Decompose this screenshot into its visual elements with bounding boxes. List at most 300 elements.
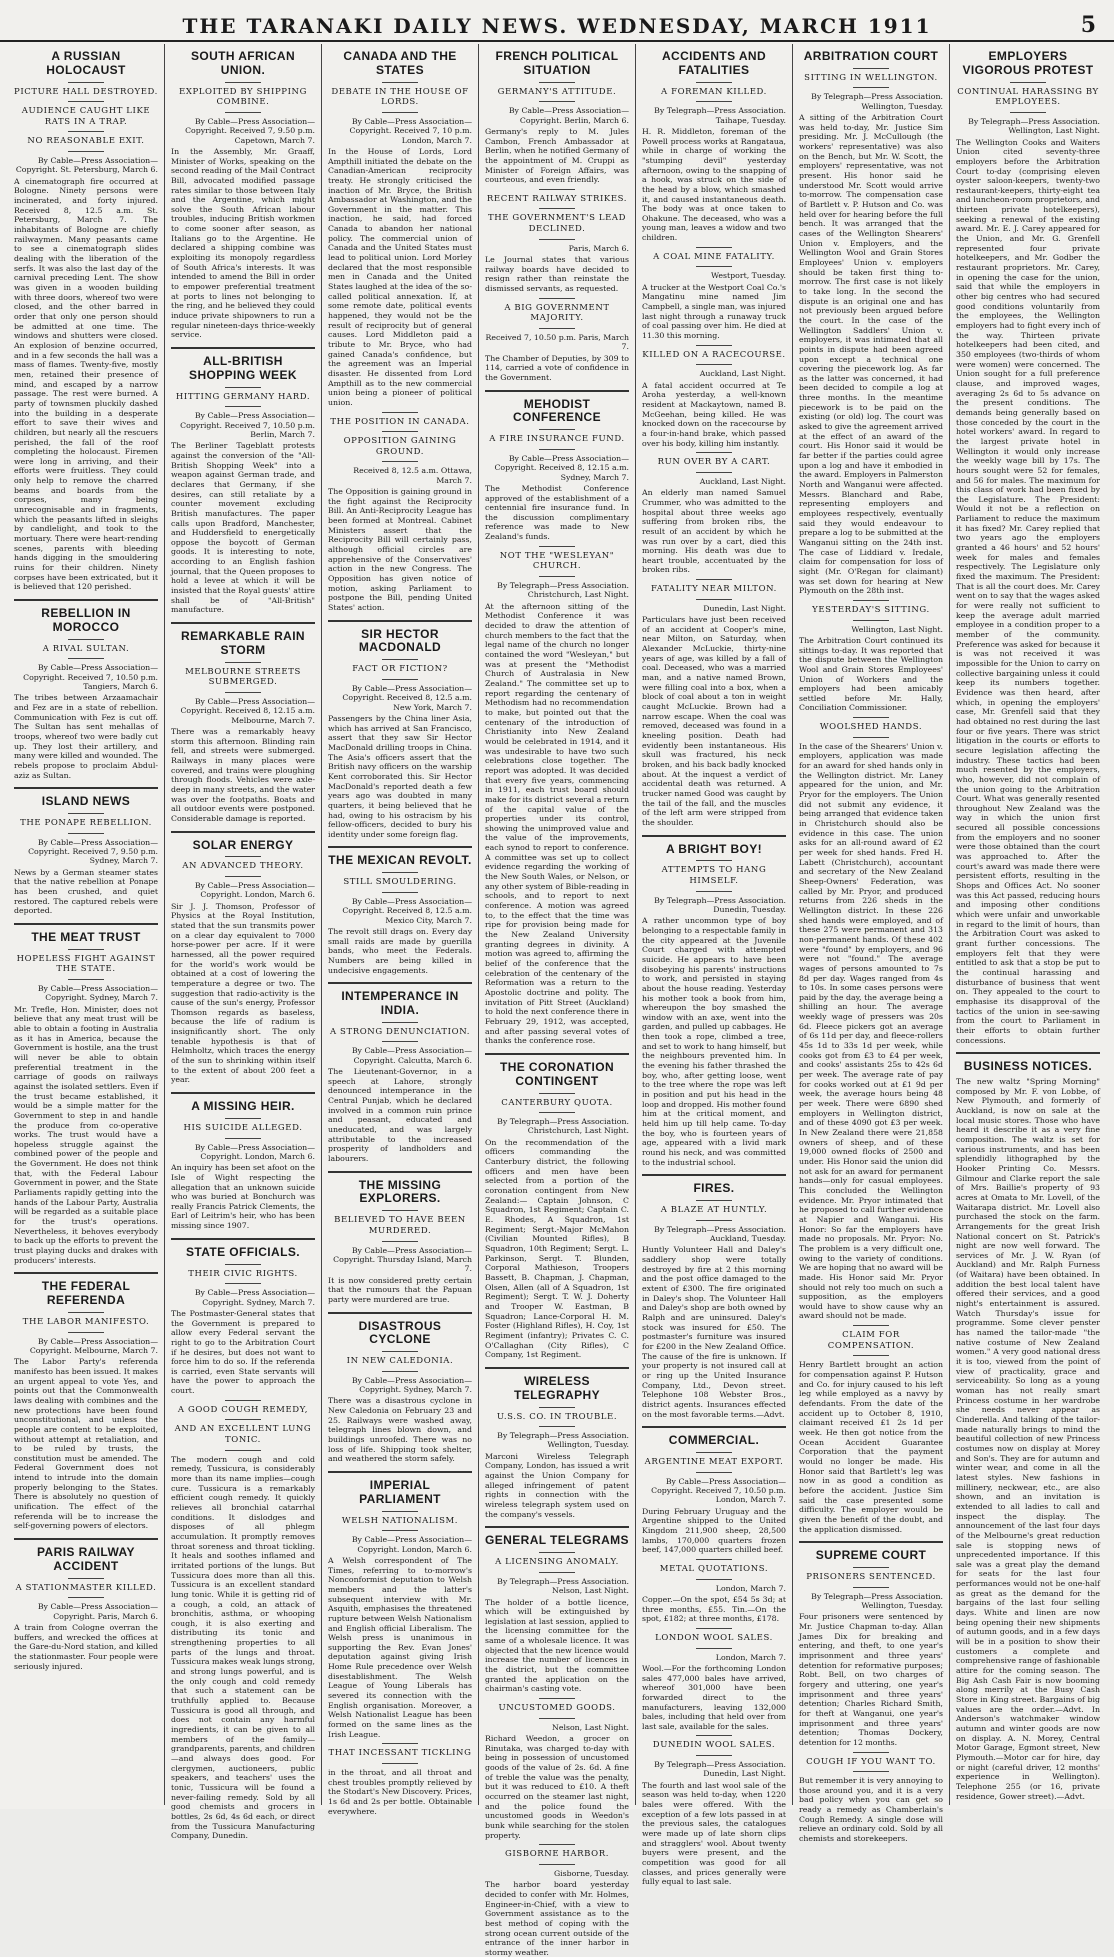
article-dateline: By Cable—Press Association—Copyright. Received 8, 12.5 a.m. New York, March 7. bbox=[342, 683, 472, 712]
article-dateline: Gisborne, Tuesday. bbox=[553, 1868, 629, 1878]
article-headline: PARIS RAILWAY ACCIDENT bbox=[37, 1545, 135, 1573]
article-headline: A BRIGHT BOY! bbox=[665, 841, 763, 856]
article-subheading: EXPLOITED BY SHIPPING COMBINE. bbox=[179, 86, 307, 108]
article-body: But remember it is very annoying to those around you, and it is a very bad policy when you can get so ready a remedy as Chamberlain's Cough Remedy. A single dose will relieve an ordinary cold. Sold by all chemists and storekeepers. bbox=[799, 1776, 943, 1844]
article-dateline: By Cable—Press Association—Copyright. London, March 6. bbox=[194, 880, 315, 900]
short-rule bbox=[853, 1325, 889, 1326]
article-dateline: By Telegraph—Press Association. Auckland, Tuesday. bbox=[654, 1224, 786, 1244]
newspaper-column bbox=[636, 44, 793, 1887]
article-subheading: A STRONG DENUNCIATION. bbox=[329, 1026, 470, 1037]
short-rule bbox=[539, 1407, 575, 1408]
article-separator bbox=[328, 620, 472, 622]
article-headline: ARBITRATION COURT bbox=[803, 49, 939, 63]
article-body: In the House of Lords, Lord Ampthill initiated the debate on the Canadian-American reciprocity treaty. He strongly criticised the inaction of Mr. Bryce, the British Ambassador at Washington, and the Government in the matter. This inaction, he said, had forced Canada to abandon her national policy. The commercial union of Canada and the United States must lead to political union. Lord Morley declared that the most responsible men in Canada and the United States laughed at the idea of the so-called political annexation. If, at some remote date, political events happened, they would not be the result of reciprocity but of general causes. Lord Middleton paid a tribute to Mr. Bryce, who had gained Canada's confidence, but the agreement was an Imperial disaster. He dissented from Lord Ampthill as to the new commercial union being a pioneer of political union. bbox=[328, 146, 472, 407]
article-dateline: By Telegraph—Press Association. Wellington, Tuesday. bbox=[497, 1431, 629, 1450]
newspaper-column bbox=[950, 44, 1106, 1805]
article-body: Huntly Volunteer Hall and Daley's saddlery shop were totally destroyed by fire at 2 this morning and the post office damaged to the extent of £300. The fire originated in Daley's shop. The Volunteer Hall and Daley's shop are both owned by Ralph and are uninsured. Daley's stock was insured for £50. The postmaster's furniture was insured for £200 in the New Zealand Office. The cause of the fire is unknown. If your property is not insured call at or ring up the United Insurance Company, Ltd., Devon street. Telephone 108 Webster Bros., district agents. Insurances effected on the most favorable terms.—Advt. bbox=[642, 1245, 786, 1419]
article-dateline: By Telegraph—Press Association. Wellington, Last Night. bbox=[968, 116, 1100, 136]
short-rule bbox=[68, 979, 104, 980]
short-rule bbox=[1010, 82, 1046, 83]
article-body: Richard Weedon, a grocer on Rinutaka, was charged to-day with being in possession of uncustomed goods of the value of 2s. 6d. A fine of treble the value was the penalty, but it was reduced to £10. A theft occurred on the steamer last night, and the police found the uncustomed goods in Weedon's bunk while searching for the stolen property. bbox=[485, 1734, 629, 1840]
short-rule bbox=[225, 1138, 261, 1139]
short-rule bbox=[68, 1312, 104, 1313]
article-dateline: By Cable—Press Association—Copyright. Thursday Island, March 7. bbox=[333, 1245, 472, 1274]
short-rule bbox=[68, 151, 104, 152]
article-subheading: OPPOSITION GAINING GROUND. bbox=[343, 436, 457, 457]
article-subheading: A BIG GOVERNMENT MAJORITY. bbox=[504, 302, 610, 324]
short-rule bbox=[68, 813, 104, 814]
short-rule bbox=[539, 1552, 575, 1553]
short-rule bbox=[68, 1578, 104, 1579]
short-rule bbox=[696, 364, 732, 365]
article-subheading: A BLAZE AT HUNTLY. bbox=[660, 1205, 768, 1216]
short-rule bbox=[853, 68, 889, 69]
short-rule bbox=[225, 1264, 261, 1265]
article-body: The fourth and last wool sale of the season was held to-day, when 1220 bales were offered. With the exception of a few lots passed in at the previous sales, the catalogues were made up of late shorn clips and stragglers' wool. About twenty buyers were present, and the competition was good for all classes, and prices generally were fully equal to last sale. bbox=[642, 1780, 786, 1887]
article-subheading: U.S.S. CO. IN TROUBLE. bbox=[496, 1411, 618, 1422]
short-rule bbox=[382, 412, 418, 413]
article-dateline: By Cable—Press Association—Copyright. Received 8, 12.5 a.m. Mexico City, March 7. bbox=[342, 896, 472, 925]
article-headline: IMPERIAL PARLIAMENT bbox=[359, 1478, 441, 1506]
article-subheading: CANTERBURY QUOTA. bbox=[501, 1097, 613, 1108]
newspaper-columns bbox=[8, 44, 1106, 1957]
article-body: An elderly man named Samuel Crummer, who was admitted to the hospital about three weeks ago suffering from broken ribs, the result of an accident by which he was run over by a cart, died this morning. His death was due to heart trouble, accentuated by the broken ribs. bbox=[642, 488, 786, 575]
article-subheading: SITTING IN WELLINGTON. bbox=[804, 72, 938, 83]
article-body: The Wellington Cooks and Waiters Union cited seventy-three employers before the Arbitration Court to-day (comprising eleven oyster saloon-keepers, twenty-two restaurant-keepers, thirty-eight tea and luncheon-room proprietors, and thirteen private hotelkeepers), seeking a renewal of the existing award. Mr. E. J. Carey appeared for the Union, and Mr. G. Grenfell represented four private hotelkeepers, and Mr. Godber the restaurant proprietors. Mr. Carey, in opening the case for the union, said that while the employers in other big centres who had secured good conditions voluntarily from the employees, the Wellington employers had to fight every inch of the way. Thirteen private hotelkeepers had been cited, and 350 employees (two-thirds of whom were women) were concerned. The Union sought for a full preference clause, and improved wages, averaging 2s 6d to 5s advance on the present conditions. The demands being generally based on those conceded by the court in the hotel workers' award. In regard to the largest private hotel in Wellington it would only increase the weekly wage bill by 17s. The hours sought were 52 for females, and 56 for males. The maximum for this class of work had been fixed by the Legislature. The President: Would it not be a reflection on Parliament to reduce the maximum it has fixed? Mr. Carey replied that two years ago the employers granted a 46 hours' and 52 hours' week for males and females respectively. The Legislature only fixed the maximum. The President: That is all the court does. Mr. Carey went on to say that the wages asked for were really not sufficient to keep the average adult married employee in a condition proper to a member of the community. Preference was asked for because it is was not received it was impossible for the Union to carry on collective bargaining unless it could keep its numbers together. Evidence was then heard, after which, in opening the employers' case, Mr. Grenfell said that they had obtained no rest during the last four or five years. There was strict litigation in the courts or efforts to secure legislation affecting the industry. These tactics had been much resented by the employers, who, however, did not complain of the union going to the Arbitration Court. What was generally resented throughout New Zealand was the way in which the union first secured all possible concessions from the employers and no sooner were those obtained than the court was approached to. After the court's award was made there were persistent efforts, resulting in the Shops and Offices Act. No sooner was this Act passed, reducing hours and imposing other conditions which were unfair and unworkable in regard to the limit of hours, than the Arbitration Court was asked to grant further concessions. The employers felt that they were entitled to ask that a stop be put to the continual harassing and disturbance of business that went on. They appealed to the court to emphasise its disapproval of the tactics of the union in see-sawing from the court to Parliament in their efforts to obtain further concessions. bbox=[956, 137, 1101, 1045]
article-headline: REMARKABLE RAIN STORM bbox=[181, 629, 305, 657]
article-separator bbox=[642, 1174, 786, 1176]
short-rule bbox=[225, 1450, 261, 1451]
short-rule bbox=[696, 1559, 732, 1560]
short-rule bbox=[225, 406, 261, 407]
short-rule bbox=[696, 1755, 732, 1756]
article-headline: FRENCH POLITICAL SITUATION bbox=[495, 49, 619, 77]
article-headline: CANADA AND THE STATES bbox=[343, 49, 457, 77]
article-body: A Welsh correspondent of The Times, referring to to-morrow's Nonconformist deputation to Welsh members and the latter's subsequent interview with Mr. Asquith, emphasises the threatened rupture between Welsh Nationalism and English official Liberalism. The Welsh press is unanimous in supporting the Rev. Evan Jones' deputation against giving Irish Home Rule precedence over Welsh disestablishment. The Welsh League of Young Liberals has severed its connection with the English organisation. Moreover, a Welsh Nationalist League has been formed on the same lines as the Irish League. bbox=[328, 1555, 472, 1739]
article-dateline: By Cable—Press Association—Copyright. St. Petersburg, March 6. bbox=[15, 156, 158, 175]
article-dateline: By Cable—Press Association—Copyright. Sydney, March 7. bbox=[351, 1375, 472, 1395]
article-body: Wool.—For the forthcoming London sales 477,000 bales have arrived, whereof 301,000 have been forwarded direct to the manufacturers, leaving 132,000 bales, including that held over from last sale, available for the sales. bbox=[642, 1663, 786, 1731]
article-subheading: A COAL MINE FATALITY. bbox=[653, 251, 775, 262]
article-body: The tribes between Arzaamachair and Fez are in a state of rebellion. Communication with Fez is cut off. The Sultan has sent mehallas of troops, whereof two were badly cut up. They lost their artillery, and many were killed and wounded. The rebels propose to proclaim Abdul-aziz as Sultan. bbox=[14, 693, 158, 780]
short-rule bbox=[853, 1771, 889, 1772]
article-dateline: By Cable—Press Association—Copyright. London, March 6. bbox=[194, 1142, 315, 1161]
short-rule bbox=[539, 1572, 575, 1573]
article-headline: SOUTH AFRICAN UNION. bbox=[190, 49, 296, 77]
article-separator bbox=[328, 846, 472, 848]
article-subheading: FACT OR FICTION? bbox=[352, 664, 448, 675]
article-subheading: A FIRE INSURANCE FUND. bbox=[489, 434, 625, 445]
article-dateline: Auckland, Last Night. bbox=[699, 369, 786, 379]
article-headline: THE MEAT TRUST bbox=[31, 929, 141, 944]
article-dateline: By Telegraph—Press Association. Nelson, Last Night. bbox=[497, 1576, 629, 1596]
article-dateline: By Cable—Press Association—Copyright. Received 7, 10.50 p.m. London, March 7. bbox=[651, 1476, 786, 1505]
short-rule bbox=[68, 1597, 104, 1598]
article-body: Copper.—On the spot, £54 5s 3d; at three months, £55. Tin.—On the spot, £182; at three months, £178. bbox=[642, 1594, 786, 1624]
article-subheading: WOOLSHED HANDS. bbox=[819, 722, 923, 733]
article-headline: A RUSSIAN HOLOCAUST bbox=[46, 49, 126, 77]
article-body: Mr. Trefle, Hon. Minister, does not believe that any meat trust will be able to obtain a footing in Australia as it has in America, because the Government is hostile, ana the trust will never be able to obtain preferential treatment in the carriage of goods on railways against the isolated settlers. Even if the trust became established, it would be a simple matter for the Government to step in and handle the produce from co-operative works. The trust would have a hopeless struggle against the combined power of the people and the Government. He does not think that, with the Federal Labour Government in power, and the State Parliaments rapidly getting into the hands of the Labour Party, Australia will be regarded as a suitable place for the trust's operations. Nevertheless, it behoves everybody to back up the efforts to prevent the trust playing ducks and drakes with producers' interests. bbox=[14, 1004, 158, 1265]
short-rule bbox=[225, 1118, 261, 1119]
article-subheading: AN ADVANCED THEORY. bbox=[182, 861, 304, 872]
newspaper-column bbox=[479, 44, 636, 1957]
article-body: Le Journal states that various railway boards have decided to resign rather than reinstate the dismissed servants, as requested. bbox=[485, 255, 629, 294]
short-rule bbox=[382, 1041, 418, 1042]
article-subheading: HITTING GERMANY HARD. bbox=[175, 391, 311, 402]
article-body: A sitting of the Arbitration Court was held to-day, Mr. Justice Sim presiding. Mr. J. McCullough (the workers' representative) was also on the Bench, but Mr. W. Scott, the employers' representative, was not present. His honor said he understood Mr. Scott would arrive to-morrow. The compensation case of Bartlett v. P. Hutson and Co. was held over for hearing before the full bench. It was arranged that the cases of the Wellington Shearers' Union v. Employers, and the Wellington Wool and Grain Stores Employees' Union v. employers should be taken first thing to-morrow. The first case is not likely to take long. In the second the dispute is an original one and has not previously been argued before the court. In the case of the Wellington Saddlers' Union v. employers, it was intimated that all points in dispute had been agreed upon except a technical one covering the piecework log. As far as the latter was concerned, it had been decided to compile a log at three months. In the meantime piecework is to be paid on the existing (or old) log. The court was asked to give the agreement arrived at the effect of an award of the court. His Honor said it would be far better if the parties could agree upon a log and have it embodied in the award. Employers in Palmerston North and Wanganui were affected. Messrs. Blanchard and Rabe, representing employers and employees respectively, eventually said they would endeavour to prepare a log to be submitted at the Wanganui sitting on the 24th inst. The case of Liddiard v. Iredale, claim for compensation for loss of sight (Mr. O'Regan for claimant) was set down for hearing at New Plymouth on the 28th inst. bbox=[799, 113, 943, 596]
article-subheading: AUDIENCE CAUGHT LIKE RATS IN A TRAP. bbox=[21, 106, 151, 127]
short-rule bbox=[382, 461, 418, 462]
article-headline: MEHODIST CONFERENCE bbox=[512, 396, 601, 425]
short-rule bbox=[696, 1452, 732, 1453]
article-separator bbox=[485, 1367, 629, 1369]
article-body: During February Uruguay and the Argentine shipped to the United Kingdom 211,900 sheep, 28,500 lambs, 170,000 quarters frozen beef, 147,000 quarters chilled beef. bbox=[642, 1506, 786, 1555]
article-subheading: NOT THE "WESLEYAN" CHURCH. bbox=[499, 550, 615, 572]
article-separator bbox=[328, 982, 472, 984]
article-separator bbox=[14, 599, 158, 601]
article-subheading: ATTEMPTS TO HANG HIMSELF. bbox=[661, 865, 767, 886]
article-headline: THE FEDERAL REFERENDA bbox=[41, 1279, 131, 1308]
article-body: In the case of the Shearers' Union v. employers, application was made for an award for shed hands only in the Wellington district. Mr. Laney appeared for the union, and Mr. Pryor for the employers. The Union did not submit any evidence, it being arranged that evidence taken in Christchurch should also be evidence in this case. The union asks for an all-round award of £2 per week for shed hands. Fred H. Labett (Christchurch), accountant and secretary of the New Zealand Sheep-Owners' Federation, was called by Mr. Pryor, and produced returns from 226 sheds in the Wellington district. In these 226 shed hands were employed, and of these 275 were permanent and 313 non-permanent hands. Of these 402 were "found" by employers, and 96 were not "found." The average wages of persons amounted to 7s 8d per day. Wages ranged from 4s to 10s. In some cases persons were paid by the day, the average being a shilling an hour. The average weekly wage of pressers was 20s 6d. Fleece pickers got an average of 6s 11d per day, and fleece-rollers 45s 1d to 33s 1d per week, while cooks got from £3 to £4 per week, and cooks' assistants 25s to 42s 6d per week. The average rate of pay for cooks worked out at £1 9d per week, the average hours being 48 per week. There were 6890 shed employers in Wellington district, and of these 4090 got £3 per week. In New Zealand there were 21,858 owners of sheep, and of these 19,000 owned flocks of 2500 and under. His Honor said the union did not ask for an award for permanent hands—only for casual employees. This concluded the Wellington evidence. Mr. Pryor intimated that he proposed to call further evidence at Napier and Wanganui. His Honor: So far the employers have made no proposals. Mr. Pryor: No. The problem is a very difficult one, owing to the variety of conditions. We are hoping that no award will be made. His Honor said Mr. Pryor should not rely too much on such a supposition, as the employers would have to show cause why an award should not be made. bbox=[799, 741, 943, 1321]
article-subheading: METAL QUOTATIONS. bbox=[659, 1563, 769, 1574]
article-subheading: COUGH IF YOU WANT TO. bbox=[806, 1756, 936, 1767]
article-body: On the recommendation of the officers commanding the Canterbury district, the following officers and men have been selected from a portion of the coronation contingent from New Zealand:— Captain Johnson, C Squadron, 1st Regiment; Captain C. E. Rhodes, A Squadron, 1st Regiment; Sergt.-Major McMahon (Civilian Mounted Rifles), B Squadron, 10th Regiment; Sergt. L. Parkinson, Sergt. T. Blunden, Corporal Mathieson, Troopers Bassett, B. Chapman, J. Chapman, Olsen, Allen (all of A Squadron, 1st Regiment); Sergt. T. W. J. Doherty and Trooper W. Eastman, B Squadron; Lance-Corporal H. M. Foster (Highland Rifles), H. Coy, 1st Regiment (infantry); Privates C. C. O'Callaghan (City Rifles), C Company, 1st Regiment. bbox=[485, 1137, 629, 1360]
article-subheading: RUN OVER BY A CART. bbox=[657, 457, 771, 468]
article-dateline: By Cable—Press Association—Copyright. Berlin, March 6. bbox=[508, 106, 629, 125]
short-rule bbox=[1010, 112, 1046, 113]
article-separator bbox=[14, 787, 158, 789]
article-headline: WIRELESS TELEGRAPHY bbox=[513, 1373, 600, 1402]
article-body: Henry Bartlett brought an action for compensation against P. Hutson and Co. for injury caused to his left leg while employed as a navvy by defendants. From the date of the accident up to October 8, 1910, claimant received £1 2s 1d per week. He then got notice from the Ocean Accident Guarantee Corporation that the payment would no longer be made. His Honor said that Bartlett's leg was now in as good a condition as before the accident. Justice Sim said the case presented some difficulty. The employer would be given the benefit of the doubt, and the application dismissed. bbox=[799, 1360, 943, 1534]
article-dateline: Westport, Tuesday. bbox=[711, 271, 786, 281]
article-body: A train from Cologne overran the buffers, and wrecked the offices at the Gare-du-Nord station, and killed the stationmaster. Four people were seriously injured. bbox=[14, 1622, 158, 1671]
short-rule bbox=[539, 1844, 575, 1845]
short-rule bbox=[382, 1371, 418, 1372]
article-body: Four prisoners were sentenced by Mr. Justice Chapman to-day. Allan James Dix for breaking and entering, and theft, to one year's imprisonment and three years' detention for reformative purposes; Robt. Bell, on two charges of forgery and uttering, one year's imprisonment and three years' detention; Charles Richard Smith, for theft at Wanganui, one year's imprisonment and three years' detention; Thomas Dockery, detention for 12 months. bbox=[799, 1612, 943, 1747]
short-rule bbox=[539, 298, 575, 299]
short-rule bbox=[696, 1472, 732, 1473]
short-rule bbox=[696, 1628, 732, 1629]
short-rule bbox=[539, 546, 575, 547]
article-body: News by a German steamer states that the native rebellion at Ponape has been crushed, and quiet restored. The captured rebels were deported. bbox=[14, 867, 158, 916]
short-rule bbox=[225, 1400, 261, 1401]
short-rule bbox=[382, 892, 418, 893]
article-subheading: DEBATE IN THE HOUSE OF LORDS. bbox=[331, 86, 469, 108]
short-rule bbox=[382, 679, 418, 680]
short-rule bbox=[68, 833, 104, 834]
article-separator bbox=[171, 622, 315, 624]
article-body: The revolt still drags on. Every day small raids are made by guerilla bands, who meet the Federals. Numbers are being killed in undecisive engagements. bbox=[328, 926, 472, 975]
article-headline: THE CORONATION CONTINGENT bbox=[499, 1059, 615, 1088]
article-body: The Arbitration Court continued its sittings to-day. It was reported that the dispute between the Wellington Wool and Grain Stores Employees' Union of Workers and the employers had been amicably settled before Mr. Hally, Conciliation Commissioner. bbox=[799, 635, 943, 713]
article-body: Passengers by the China liner Asia, which has arrived at San Francisco, assert that they saw Sir Hector MacDonald drilling troops in China. The Asia's officers assert that the British navy officers on the warship Kent corroborated this. Sir Hector MacDonald's reported death a few years ago was doubted in many quarters, it being believed that he had, owing to his ostracism by his fellow-officers, decided to bury his identity under some foreign flag. bbox=[328, 713, 472, 839]
article-body: It is now considered pretty certain that the rumours that the Papuan party were murdered are true. bbox=[328, 1275, 472, 1304]
short-rule bbox=[539, 189, 575, 190]
short-rule bbox=[68, 658, 104, 659]
short-rule bbox=[853, 1355, 889, 1356]
article-subheading: LONDON WOOL SALES. bbox=[655, 1632, 773, 1643]
article-body: The Labor Party's referenda manifesto has been issued. It makes an urgent appeal to vote Yes, and points out that the Commonwealth laws dealing with combines and the new protections have been found unconstitutional, and unless the people are content to be exploited, without attempt at retaliation, and to be ruled by trusts, the constitution must be amended. The Federal Government does not intend to intrude into the domain properly belonging to the States. There is absolutely no question of unification. The effect of the referenda will be to increase the self-governing powers of electors. bbox=[14, 1357, 158, 1531]
article-dateline: Auckland, Last Night. bbox=[699, 476, 786, 486]
article-body: A trucker at the Westport Coal Co.'s Mangatinu mine named Jim Campbell, a single man, was injured last night through a runaway truck of coal passing over him. He died at 11.30 this morning. bbox=[642, 282, 786, 341]
article-body: At the afternoon sitting of the Methodist Conference it was decided to draw the attention of church members to the fact that the legal name of the church no longer contained the word "Wesleyan," but was at present the "Methodist Church of Australasia in New Zealand." The committee set up to report regarding the centenary of Methodism had no recommendation to make, but pointed out that the centenary of the introduction of Christianity into New Zealand would be celebrated in 1914, and it was undesirable to have two such celebrations close together. The report was adopted. It was decided that every five years, commencing in 1911, each trust board should make for its district several a return of the capital value of the properties under its control, showing the unimproved value and the value of the improvements, each synod to report to conference. A committee was set up to collect evidence regarding the working of the New South Wales, or Nelson, or any other system of Bible-reading in schools, and to report to next conference. A motion was agreed to, to the effect that the time was ripe for provision being made for the New Zealand University granting degrees in divinity. A motion was agreed to, affirming the belief of the conference that the celebration of the centenary of the Reformation was a return to the Apostolic doctrine and polity. The invitation of Pitt Street (Auckland) to hold the next conference there in February 29, 1912, was accepted, and after passing several votes of thanks the conference rose. bbox=[485, 601, 629, 1046]
article-separator bbox=[642, 1426, 786, 1428]
newspaper-column bbox=[165, 44, 322, 1841]
article-separator bbox=[956, 1052, 1100, 1054]
article-subheading: KILLED ON A RACECOURSE. bbox=[642, 349, 786, 360]
short-rule bbox=[539, 576, 575, 577]
short-rule bbox=[68, 101, 104, 102]
article-headline: DISASTROUS CYCLONE bbox=[358, 1318, 442, 1347]
short-rule bbox=[225, 1419, 261, 1420]
article-separator bbox=[485, 1053, 629, 1055]
article-dateline: Received 7, 10.50 p.m. Paris, March 7. bbox=[485, 332, 629, 352]
article-separator bbox=[171, 831, 315, 833]
article-subheading: WELSH NATIONALISM. bbox=[341, 1515, 459, 1526]
short-rule bbox=[382, 659, 418, 660]
article-body: A cinematograph fire occurred at Bologne. Ninety persons were incinerated, and forty injured. Received 8, 12.5 a.m. St. Petersburg, March 7. The inhabitants of Bologne are chiefly railwaymen. Many peasants came to see a cinematograph slides dealing with the liberation of the serfs. It was also the last day of the carnival preceding Lent. The show was given in a wooden building with three doors, whereof two were closed, and the other barred in order that only one person should be admitted at one time. The windows and shutters were closed. An explosion of benzine occurred, and in a few seconds the hall was a mass of flames. Twenty-five, mostly men, retained their presence of mind, and escaped by a narrow passage. The rest were burned. A party of townsmen pluckily dashed into the building in a desperate effort to save their wives and children, but nearly all the rescuers perished, the fall of the roof completing the holocaust. Firemen were long in arriving, and their efforts were fruitless. They could only help to remove the charred beams and boards from the corpses, many being unrecognisable and in fragments, which the peasants lifted in sleighs by candlelight, and took to the mortuary. There were heart-rending scenes, parents with bleeding hands digging in the smouldering ruins for their children. Ninety corpses have been extricated, but it is believed that 120 perished. bbox=[14, 176, 158, 592]
article-headline: BUSINESS NOTICES. bbox=[963, 1059, 1093, 1074]
article-body: in the throat, and all throat and chest troubles promptly relieved by the Stodart's New Discovery. Prices, 1s 6d and 2s per bottle. Obtainable everywhere. bbox=[328, 1768, 472, 1816]
article-separator bbox=[14, 1538, 158, 1540]
short-rule bbox=[539, 429, 575, 430]
article-subheading: UNCUSTOMED GOODS. bbox=[498, 1703, 616, 1714]
short-rule bbox=[696, 345, 732, 346]
short-rule bbox=[539, 1426, 575, 1427]
article-dateline: By Cable—Press Association—Copyright. London, March 6. bbox=[351, 1535, 472, 1554]
short-rule bbox=[696, 579, 732, 580]
article-headline: SIR HECTOR MACDONALD bbox=[358, 626, 442, 655]
short-rule bbox=[696, 82, 732, 83]
article-dateline: Paris, March 6. bbox=[568, 243, 629, 253]
short-rule bbox=[853, 1567, 889, 1568]
article-dateline: By Cable—Press Association—Copyright. Received 8, 12.15 a.m. Sydney, March 7. bbox=[494, 453, 629, 482]
newspaper-column bbox=[322, 44, 479, 1816]
article-subheading: STILL SMOULDERING. bbox=[343, 877, 457, 888]
article-subheading: A GOOD COUGH REMEDY, bbox=[177, 1404, 309, 1415]
short-rule bbox=[382, 1241, 418, 1242]
article-headline: ISLAND NEWS bbox=[41, 794, 131, 809]
article-separator bbox=[14, 923, 158, 925]
article-separator bbox=[799, 1541, 943, 1543]
short-rule bbox=[382, 1530, 418, 1531]
article-dateline: By Cable—Press Association—Copyright. Received 7, 9.50 p.m. Capetown, March 7. bbox=[185, 116, 315, 145]
article-body: Sir J. J. Thomson, Professor of Physics at the Royal Institution, stated that the sun transmits power on a clear day equivalent to 7000 horse-power per acre. If it were harnessed, all the power required for the world's work would be obtained at a cost of lowering the temperature a degree or two. The suggestion that radio-activity is the cause of the sun's energy, Professor Thomson regards as baseless, because the life of radium is insignificantly short. The only tenable hypothesis is that of Helmholtz, which traces the energy of the sun to shrinking within itself to the extent of about 200 feet a year. bbox=[171, 901, 315, 1085]
article-dateline: Nelson, Last Night. bbox=[552, 1722, 629, 1732]
article-subheading: AND AN EXCELLENT LUNG TONIC. bbox=[174, 1424, 312, 1446]
article-headline: REBELLION IN MOROCCO bbox=[41, 606, 131, 634]
article-separator bbox=[642, 835, 786, 837]
short-rule bbox=[539, 239, 575, 240]
short-rule bbox=[539, 101, 575, 102]
short-rule bbox=[539, 449, 575, 450]
article-separator bbox=[171, 347, 315, 349]
article-dateline: By Cable—Press Association—Copyright. Paris, March 6. bbox=[37, 1602, 158, 1621]
article-dateline: By Telegraph—Press Association. Dunedin, Last Night. bbox=[654, 1760, 786, 1779]
article-dateline: By Telegraph—Press Association. Dunedin, Tuesday. bbox=[654, 895, 786, 914]
article-separator bbox=[328, 1471, 472, 1473]
article-dateline: By Cable—Press Association—Copyright. Received 7, 9.50 p.m. Sydney, March 7. bbox=[28, 837, 158, 866]
article-subheading: PRISONERS SENTENCED. bbox=[806, 1572, 936, 1582]
short-rule bbox=[382, 1743, 418, 1744]
article-subheading: A STATIONMASTER KILLED. bbox=[15, 1582, 157, 1593]
short-rule bbox=[539, 1718, 575, 1719]
article-subheading: A RIVAL SULTAN. bbox=[42, 643, 130, 654]
article-subheading: THAT INCESSANT TICKLING bbox=[328, 1748, 472, 1759]
article-headline: A MISSING HEIR. bbox=[191, 1099, 295, 1114]
article-subheading: CONTINUAL HARASSING BY EMPLOYEES. bbox=[957, 86, 1099, 108]
article-body: Particulars have just been received of an accident at Cooper's mine, near Milton, on Saturday, when Alexander McLuckie, thirty-nine years of age, was killed by a fall of coal. Deceased, who was a married man, and a native named Brown, were filling coal into a box, when a block of coal about a ton in weight caught McLuckie. Brown had a narrow escape. When the coal was removed, deceased was found in a kneeling position. Death had evidently been instantaneous. His skull was fractured, his neck broken, and his back badly knocked about. At the inquest a verdict of accidental death was returned. A trucker named Good was caught by the tail of the fall, and the muscles of the left arm were stripped from the shoulder. bbox=[642, 615, 786, 827]
short-rule bbox=[539, 1864, 575, 1865]
article-separator bbox=[14, 1272, 158, 1274]
short-rule bbox=[539, 1093, 575, 1094]
short-rule bbox=[382, 1210, 418, 1211]
article-dateline: By Cable—Press Association—Copyright. Received 7, 10 p.m. London, March 7. bbox=[349, 116, 472, 145]
short-rule bbox=[225, 856, 261, 857]
article-dateline: Wellington, Last Night. bbox=[851, 624, 943, 634]
short-rule bbox=[382, 431, 418, 432]
short-rule bbox=[382, 1022, 418, 1023]
article-dateline: By Telegraph—Press Association. Christchurch, Last Night. bbox=[497, 581, 629, 600]
newspaper-title: THE TARANAKI DAILY NEWS. WEDNESDAY, MARCH 1911 bbox=[182, 14, 932, 38]
short-rule bbox=[382, 112, 418, 113]
article-dateline: Received 8, 12.5 a.m. Ottawa, March 7. bbox=[353, 466, 472, 485]
short-rule bbox=[382, 1763, 418, 1764]
article-body: An inquiry has been set afoot on the Isle of Wight respecting the allegation that an unknown suicide who was buried at Bonchurch was really Francis Patrick Clements, the Earl of Leitrim's heir, who has been missing since 1907. bbox=[171, 1163, 315, 1231]
article-headline: SUPREME COURT bbox=[815, 1548, 927, 1563]
short-rule bbox=[68, 82, 104, 83]
article-headline: SOLAR ENERGY bbox=[192, 837, 294, 852]
short-rule bbox=[696, 1200, 732, 1201]
article-body: In the Assembly, Mr. Graaff, Minister of Works, speaking on the second reading of the Mail Contract Bill, advocated modified passage rates similar to those between Italy and the Argentine, which might solve the South African labour troubles, inducing British workmen to come sooner after season, as Italians go to the Argentine. He declared a shipping combine was exploiting its monopoly regardless of South Africa's interests. It was intended to amend the Bill in order to empower preferential treatment at ports to lines not belonging to the ring, and he believed they could induce private shipowners to run a regular nineteen-days thrice-weekly service. bbox=[171, 146, 315, 340]
short-rule bbox=[696, 1220, 732, 1221]
short-rule bbox=[696, 266, 732, 267]
article-body: The Opposition is gaining ground in the fight against the Reciprocity Bill. An Anti-Reciprocity League has been formed at Montreal. Cabinet Ministers assert that the Reciprocity Bill will certainly pass, although official circles are apprehensive of the Conservatives' action in the new Congress. The Opposition has given notice of motion, asking Parliament to postpone the Bill, pending United States' action. bbox=[328, 487, 472, 613]
short-rule bbox=[68, 1332, 104, 1333]
short-rule bbox=[382, 1511, 418, 1512]
article-body: The Chamber of Deputies, by 309 to 114, carried a vote of confidence in the Government. bbox=[485, 353, 629, 382]
article-headline: INTEMPERANCE IN INDIA. bbox=[341, 989, 459, 1017]
short-rule bbox=[853, 1587, 889, 1588]
article-separator bbox=[485, 1526, 629, 1528]
article-body: The Methodist Conference approved of the establishment of a centennial fire insurance fund. In the discussion complimentary reference was made to New Zealand's funds. bbox=[485, 483, 629, 542]
short-rule bbox=[853, 620, 889, 621]
short-rule bbox=[696, 1735, 732, 1736]
article-headline: THE MISSING EXPLORERS. bbox=[358, 1177, 442, 1206]
article-subheading: FATALITY NEAR MILTON. bbox=[651, 584, 777, 595]
article-body: The Berliner Tageblatt protests against the conversion of the "All-British Shopping Week" into a weapon against German trade, and declares that Germany, if she desires, can still retaliate by a counter movement excluding British manufactures. The paper calls upon Bradford, Manchester, and Huddersfield to energetically oppose the boycott of German goods. It is interesting to note, according to an English fashion journal, that the Queen proposes to hold a levee at which it will be insisted that the Royal guests' attire shall be of "All-British" manufacture. bbox=[171, 441, 315, 615]
article-dateline: By Telegraph—Press Association. Christchurch, Last Night. bbox=[497, 1117, 629, 1136]
article-dateline: London, March 7. bbox=[715, 1583, 786, 1593]
article-subheading: THE GOVERNMENT'S LEAD DECLINED. bbox=[487, 213, 627, 235]
article-body: The holder of a bottle licence, which will be extinguished by legislation at last session, applied to the licensing committee for the same of a wholesale licence. It was objected that the new licence would increase the number of licences in the district, but the committee granted the application on the chairman's casting vote. bbox=[485, 1597, 629, 1694]
short-rule bbox=[853, 87, 889, 88]
short-rule bbox=[539, 82, 575, 83]
short-rule bbox=[696, 599, 732, 600]
short-rule bbox=[696, 1579, 732, 1580]
short-rule bbox=[382, 82, 418, 83]
article-body: H. R. Middleton, foreman of the Powell process works at Rangataua, while in charge of working the "stumping devil" yesterday afternoon, owing to the snapping of a hook, was struck on the side of the head by a blow, which smashed it, and caused instantaneous death. The body was at once taken to Ohakune. The deceased, who was a young man, leaves a widow and two children. bbox=[642, 126, 786, 243]
page-number: 5 bbox=[1080, 12, 1096, 38]
article-headline: THE MEXICAN REVOLT. bbox=[328, 853, 472, 868]
article-body: The modern cough and cold remedy, Tussicura, is considerably more than its name implies—cough cure. Tussicura is a remarkably efficient cough remedy. It quickly relieves all bronchial catarrhal conditions. It dislodges and disposes of all phlegm accumulation. It promptly removes throat soreness and throat tickling. It heals and soothes inflamed and irritated portions of the lungs. But Tussicura does more than all this. Tussicura is an excellent standard lung tonic. While it is getting rid of a cough, a cold, an attack of bronchitis, asthma, or whooping cough, it is also exerting and distributing its tonic and strengthening properties to all parts of the lungs and throat. Tussicura makes weak lungs strong, and strong lungs powerful, and is the only cough and cold remedy that such a statement can be truthfully applied to. Because Tussicura is good all through, and does not contain any harmful ingredients, it can be given to all members of the family—grandparents, parents, and children—and always does good. For clergymen, auctioneers, public speakers, and teachers' uses the tonic, Tussicura will be found a never-failing remedy. Sold by all good chemists and grocers in bottles, 2s 6d, 4s 6d each, or direct from the Tussicura Manufacturing Company, Dunedin. bbox=[171, 1454, 316, 1841]
short-rule bbox=[696, 101, 732, 102]
article-headline: FIRES. bbox=[693, 1181, 735, 1196]
short-rule bbox=[853, 1752, 889, 1753]
article-subheading: NO REASONABLE EXIT. bbox=[27, 136, 145, 147]
article-subheading: GISBORNE HARBOR. bbox=[504, 1849, 610, 1860]
short-rule bbox=[539, 1698, 575, 1699]
article-subheading: THEIR CIVIC RIGHTS. bbox=[188, 1268, 298, 1279]
short-rule bbox=[853, 717, 889, 718]
short-rule bbox=[225, 662, 261, 663]
article-subheading: YESTERDAY'S SITTING. bbox=[812, 604, 930, 615]
article-subheading: ARGENTINE MEAT EXPORT. bbox=[644, 1457, 784, 1468]
short-rule bbox=[696, 1648, 732, 1649]
short-rule bbox=[225, 692, 261, 693]
short-rule bbox=[539, 208, 575, 209]
article-headline: EMPLOYERS VIGOROUS PROTEST bbox=[962, 49, 1094, 77]
article-subheading: DUNEDIN WOOL SALES. bbox=[652, 1740, 776, 1751]
short-rule bbox=[225, 387, 261, 388]
article-dateline: London, March 7. bbox=[715, 1652, 786, 1662]
article-separator bbox=[171, 1238, 315, 1240]
article-body: The Postmaster-General states that the Government is prepared to allow every Federal servant the right to go to the Arbitration Court if he desires, but does not want to force him to do so. If the referenda is carried, even State servants will have the power to approach the court. bbox=[171, 1308, 315, 1396]
article-body: A fatal accident occurred at Te Aroha yesterday, a well-known resident at Mackaytown, named B. McGeehan, being killed. He was knocked down on the racecourse by a four-in-hand brake, which passed over his body, killing him instantly. bbox=[642, 380, 786, 448]
article-headline: ALL-BRITISH SHOPPING WEEK bbox=[189, 354, 297, 382]
article-dateline: By Cable—Press Association—Copyright. Sydney, March 7. bbox=[194, 1288, 315, 1307]
article-subheading: CLAIM FOR COMPENSATION. bbox=[827, 1330, 915, 1351]
article-subheading: GERMANY'S ATTITUDE. bbox=[497, 86, 617, 97]
short-rule bbox=[696, 452, 732, 453]
short-rule bbox=[696, 472, 732, 473]
article-dateline: By Cable—Press Association—Copyright. Sydney, March 7. bbox=[37, 983, 158, 1003]
article-subheading: THE POSITION IN CANADA. bbox=[330, 416, 470, 427]
article-subheading: HIS SUICIDE ALLEGED. bbox=[183, 1122, 303, 1133]
short-rule bbox=[696, 860, 732, 861]
newspaper-column bbox=[793, 44, 950, 1844]
article-body: There was a remarkably heavy storm this afternoon. Blinding rain fell, and streets were submerged. Railways in many places were covered, and trains were ploughing through floods. Vehicles were axle-deep in many streets, and the water was over the footpaths. Boats and all outdoor events were postponed. Considerable damage is reported. bbox=[171, 726, 315, 823]
article-dateline: By Cable—Press Association—Copyright. Received 7, 10.50 p.m. Berlin, March 7. bbox=[180, 411, 315, 439]
short-rule bbox=[68, 949, 104, 950]
short-rule bbox=[539, 1112, 575, 1113]
article-dateline: By Cable—Press Association—Copyright. Melbourne, March 7. bbox=[29, 1336, 158, 1355]
article-subheading: IN NEW CALEDONIA. bbox=[346, 1356, 454, 1367]
article-headline: ACCIDENTS AND FATALITIES bbox=[661, 49, 767, 77]
article-subheading: A FOREMAN KILLED. bbox=[661, 86, 767, 97]
article-body: The Lieutenant-Governor, in a speech at Lahore, strongly denounced intemperance in the Central Punjab, which he declared involved in a common ruin prince and peasant, educated and uneducated, and was largely attributable to the increased prosperity of landholders and labourers. bbox=[328, 1067, 472, 1164]
article-subheading: THE LABOR MANIFESTO. bbox=[22, 1316, 150, 1327]
article-dateline: By Cable—Press Association—Copyright. Received 7, 10.50 p.m. Tangiers, March 6. bbox=[23, 663, 158, 691]
article-separator bbox=[328, 1171, 472, 1173]
short-rule bbox=[539, 328, 575, 329]
short-rule bbox=[696, 891, 732, 892]
article-body: Marconi Wireless Telegraph Company, London, has issued a writ against the Union Company for alleged infringement of patent rights in connection with the wireless telegraph system used on the company's vessels. bbox=[485, 1451, 629, 1519]
article-body: There was a disastrous cyclone in New Caledonia on February 23 and 25. Railways were washed away, telegraph lines blown down, and buildings unroofed. There was no loss of life. Shipping took shelter, and weathered the storm safely. bbox=[328, 1396, 472, 1464]
article-body: The harbor board yesterday decided to confer with Mr. Holmes, Engineer-in-Chief, with a view to Government assistance as to the best method of coping with the strong ocean current outside of the entrance of the inner harbor in stormy weather. bbox=[485, 1880, 629, 1957]
article-headline: GENERAL TELEGRAMS bbox=[485, 1533, 629, 1548]
article-subheading: MELBOURNE STREETS SUBMERGED. bbox=[185, 666, 301, 688]
article-subheading: THE PONAPE REBELLION. bbox=[20, 817, 152, 828]
article-body: A rather uncommon type of boy belonging to a respectable family in the city appeared at the Juvenile Court charged with attempted suicide. He appears to have been disobeying his parents' instructions to work, and persisted in staying about the house reading. Yesterday his mother took a book from him, whereupon the boy smashed the window with an axe, went into the garden, and pulled up cabbages. He then took a rope, climbed a tree, and set to work to hang himself, but the neighbours prevented him. In the evening his father thrashed the boy, who, after getting loose, went to the tree where the rope was left in position and put his head in the loop and dropped. His mother found him at the critical moment, and held him up till help came. To-day the boy, who is fourteen years of age, appeared with a livid mark round his neck, and was committed to the industrial school. bbox=[642, 916, 786, 1167]
masthead bbox=[0, 6, 1114, 42]
article-separator bbox=[328, 1312, 472, 1314]
article-subheading: PICTURE HALL DESTROYED. bbox=[14, 86, 158, 97]
newspaper-column bbox=[8, 44, 165, 1805]
short-rule bbox=[696, 247, 732, 248]
article-headline: COMMERCIAL. bbox=[668, 1433, 760, 1448]
article-dateline: By Telegraph—Press Association. Wellington, Tuesday. bbox=[811, 92, 943, 111]
